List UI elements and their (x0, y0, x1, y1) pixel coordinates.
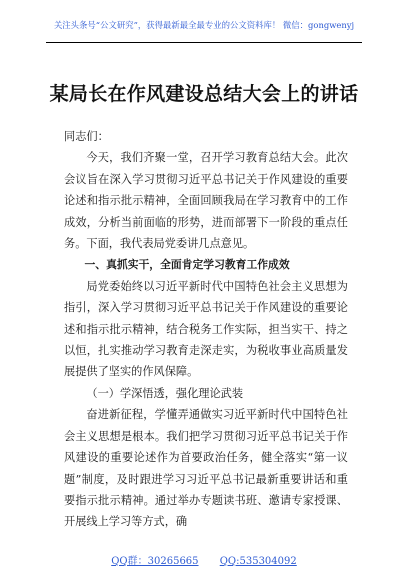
header-divider (46, 42, 362, 43)
header-banner[interactable]: 关注头条号“公文研究”，获得最新最全最专业的公文资料库！ 微信：gongwenyj (53, 20, 355, 30)
document-title: 某局长在作风建设总结大会上的讲话 (49, 83, 359, 105)
intro-paragraph: 今天，我们齐聚一堂，召开学习教育总结大会。此次会议旨在深入学习贯彻习近平总书记关于作风建设的重要论述和指示批示精神，全面回顾我局在学习教育中的工作成效，分析当前面临的形势，进而部署下一阶段的重点任务。下面，我代表局党委讲几点意见。 (64, 151, 348, 251)
section-paragraph: 局党委始终以习近平新时代中国特色社会主义思想为指引，深入学习贯彻习近平总书记关于作风建设的重要论述和指示批示精神，结合税务工作实际，担当实干、持之以恒，扎实推动学习教育走深走实，为税收事业高质量发展提供了坚实的作风保障。 (64, 279, 348, 379)
salutation: 同志们： (64, 130, 109, 143)
footer-contacts (0, 552, 408, 567)
document-body (64, 126, 348, 533)
qq-group-link[interactable]: QQ群：30265665 (111, 556, 199, 567)
section-heading: 一、真抓实干，全面肯定学习教育工作成效 (84, 258, 290, 272)
subsection-heading: （一）学深悟透，强化理论武装 (86, 386, 244, 400)
subsection-paragraph: 奋进新征程，学懂弄通做实习近平新时代中国特色社会主义思想是根本。我们把学习贯彻习近平总书记关于作风建设的重要论述作为首要政治任务，健全落实“第一议题”制度，及时跟进学习习近平总书记最新重要讲话和重要指示批示精神。通过举办专题读书班、邀请专家授课、开展线上学习等方式，确 (64, 408, 348, 529)
qq-link[interactable]: QQ:535304092 (219, 556, 297, 567)
